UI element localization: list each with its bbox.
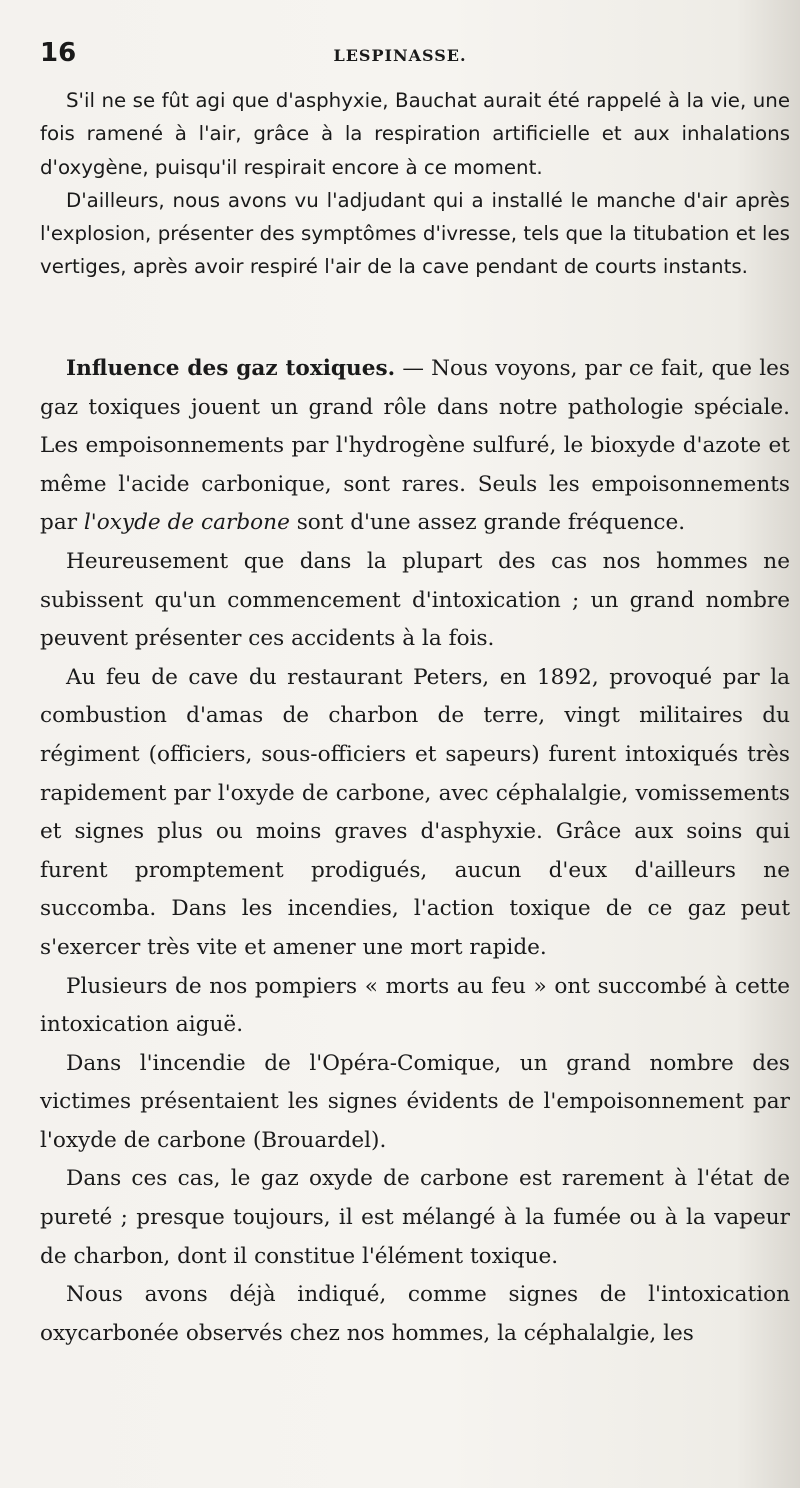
section-heading: Influence des gaz toxiques.	[66, 356, 396, 381]
paragraph-5: Au feu de cave du restaurant Peters, en 1892, provoqué par la combustion d'amas de charbon de terre, vingt militaires du régiment (officiers, sous-officiers et sapeurs) furent intoxiqués très rapidement par l'oxyde de carbone, avec céphalalgie, vomissements et signes plus ou moins graves d'asphyxie. Grâce aux soins qui furent promptement prodigués, aucun d'eux d'ailleurs ne succomba. Dans les incendies, l'action toxique de ce gaz peut s'exercer très vite et amener une mort rapide.	[40, 664, 790, 960]
paragraph-3-italic: l'oxyde de carbone	[83, 510, 290, 536]
text-block-main	[40, 350, 790, 1353]
paragraph-8: Dans ces cas, le gaz oxyde de carbone est rarement à l'état de pureté ; presque toujours, il est mélangé à la fumée ou à la vapeur de charbon, dont il constitue l'élément toxique.	[40, 1166, 790, 1269]
running-head: LESPINASSE.	[333, 46, 467, 65]
paragraph-3-text-a: — Nous voyons, par ce fait, que les gaz toxiques jouent un grand rôle dans notre pathologie spéciale. Les empoisonnements par l'hydrogène sulfuré, le bioxyde d'azote et même l'acide carbonique, sont rares. Seuls les empoisonnements par	[40, 356, 790, 536]
paragraph-2: D'ailleurs, nous avons vu l'adjudant qui a installé le manche d'air après l'explosion, présenter des symptômes d'ivresse, tels que la titubation et les vertiges, après avoir respiré l'air de la cave pendant de courts instants.	[40, 188, 790, 279]
paragraph-9: Nous avons déjà indiqué, comme signes de l'intoxication oxycarbonée observés chez nos hommes, la céphalalgie, les	[40, 1282, 790, 1346]
page-number: 16	[40, 38, 77, 68]
paragraph-4: Heureusement que dans la plupart des cas nos hommes ne subissent qu'un commencement d'intoxication ; un grand nombre peuvent présenter ces accidents à la fois.	[40, 548, 790, 652]
page-header	[40, 38, 760, 78]
paragraph-6: Plusieurs de nos pompiers « morts au feu » ont succombé à cette intoxication aiguë.	[40, 973, 790, 1038]
paragraph-3-text-b: sont d'une assez grande fréquence.	[289, 510, 686, 536]
paragraph-1: S'il ne se fût agi que d'asphyxie, Bauchat aurait été rappelé à la vie, une fois ramené à l'air, grâce à la respiration artificielle et aux inhalations d'oxygène, puisqu'il respirait encore à ce moment.	[40, 89, 790, 179]
paragraph-3	[40, 350, 790, 543]
text-block-top	[40, 84, 790, 284]
paragraph-7: Dans l'incendie de l'Opéra-Comique, un grand nombre des victimes présentaient les signes évidents de l'empoisonnement par l'oxyde de carbone (Brouardel).	[40, 1050, 790, 1153]
